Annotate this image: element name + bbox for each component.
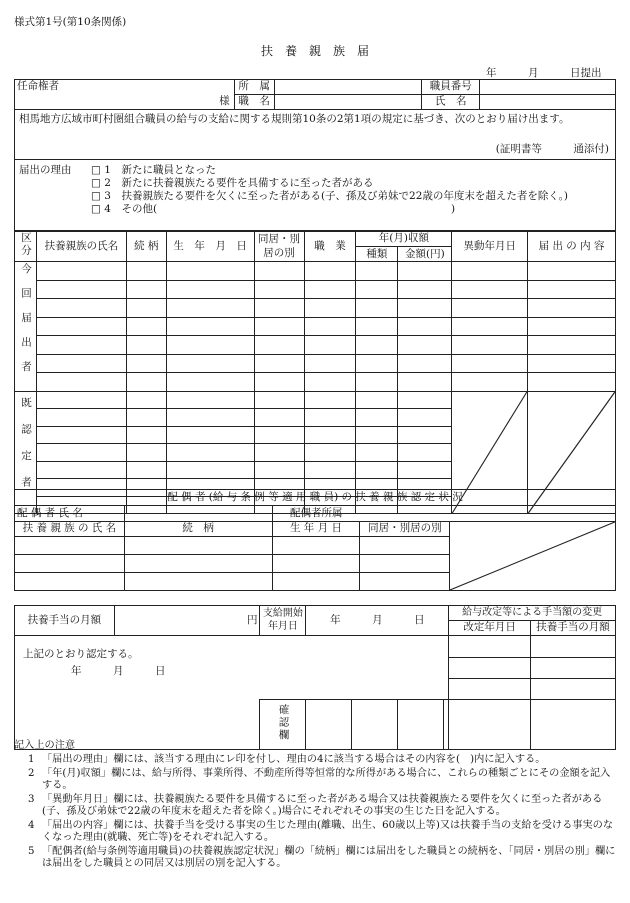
- revision-row-3-date[interactable]: [449, 679, 531, 700]
- kubun-header: 区分: [15, 232, 37, 262]
- spouse-col-live: 同居・別居の別: [360, 522, 450, 537]
- spouse-table: [14, 489, 616, 591]
- appointer-cell[interactable]: [15, 80, 235, 110]
- exist-row-1[interactable]: [36, 391, 126, 409]
- cur-row-7[interactable]: [36, 373, 126, 392]
- position-label: 職 名: [234, 95, 274, 110]
- job-col-header: 職 業: [304, 232, 356, 262]
- revision-amount-header: 扶養手当の月額: [531, 621, 616, 636]
- note-5: 5 「配偶者(給与条例等適用職員)の扶養親族認定状況」欄の「続柄」欄には届出をした職員との続柄を、「同居・別居の別」欄には届出をした職員との同居又は別居の別を記入する。: [28, 845, 616, 869]
- intro-cell: [15, 110, 616, 160]
- name-col-header: 扶養親族の氏名: [36, 232, 126, 262]
- submission-date: 年 月 日提出: [486, 67, 602, 79]
- start-label: 支給開始年月日: [260, 606, 306, 636]
- revision-row-1-date[interactable]: [449, 636, 531, 658]
- confirm-label: 確認欄: [260, 700, 306, 750]
- sama-label: 様: [219, 94, 230, 107]
- content-col-header: 届 出 の 内 容: [528, 232, 616, 262]
- spouse-col-dob: 生 年 月 日: [272, 522, 360, 537]
- notes: [14, 740, 618, 871]
- cur-row-2[interactable]: [36, 280, 126, 299]
- yen-label: 円: [246, 613, 258, 626]
- position-field[interactable]: [274, 95, 422, 110]
- dependents-table: [14, 231, 616, 514]
- change-title: 給与改定等による手当額の変更: [449, 606, 616, 621]
- certified-date[interactable]: 年 月 日: [71, 665, 166, 678]
- dept-field[interactable]: [274, 80, 422, 95]
- spouse-dept-field[interactable]: [360, 506, 616, 522]
- appointer-label: 任命権者: [17, 80, 59, 92]
- reason-option-2[interactable]: □ 2 新たに扶養親族たる要件を具備するに至った者がある: [91, 177, 374, 190]
- cur-row-1[interactable]: [36, 262, 126, 281]
- spouse-crossed: [450, 522, 616, 591]
- staff-no-label: 職員番号: [422, 80, 480, 95]
- header-table: [14, 79, 616, 231]
- exist-row-4[interactable]: [36, 444, 126, 462]
- note-2: 2 「年(月)収額」欄には、給与所得、事業所得、不動産所得等恒常的な所得がある場合に、これらの種類ごとにその金額を記入する。: [28, 767, 611, 792]
- monthly-field[interactable]: [114, 606, 260, 636]
- revision-row-2-amount[interactable]: [531, 658, 616, 679]
- note-3: 3 「異動年月日」欄には、扶養親族たる要件を具備するに至った者がある場合又は扶養親族たる要件を欠くに至った者がある(子、孫及び弟妹で22歳の年度末を超えた者を除く。)場合にそれぞれその事実の生じた日を記入する。: [28, 793, 603, 818]
- intro-text: 相馬地方広域市町村圏組合職員の給与の支給に関する規則第10条の2第1項の規定に基づき、次のとおり届け出ます。: [19, 113, 570, 125]
- spouse-col-rel: 続 柄: [124, 522, 272, 537]
- cur-row-6[interactable]: [36, 354, 126, 373]
- change-col-header: 異動年月日: [452, 232, 528, 262]
- certified-text: 上記のとおり認定する。: [23, 648, 139, 660]
- name-label: 氏 名: [422, 95, 480, 110]
- form-label: 様式第1号(第10条関係): [14, 16, 127, 28]
- reason-option-1[interactable]: □ 1 新たに職員となった: [91, 164, 216, 176]
- section-existing: 既認定者: [15, 391, 37, 514]
- cur-row-4[interactable]: [36, 317, 126, 336]
- income-type-header: 種類: [356, 247, 398, 262]
- revision-row-2-date[interactable]: [449, 658, 531, 679]
- cur-row-3[interactable]: [36, 299, 126, 318]
- note-4: 4 「届出の内容」欄には、扶養手当を受ける事実の生じた理由(離職、出生、60歳以上等)又は扶養手当の支給を受ける事実のなくなった理由(就職、死亡等)をそれぞれ記入する。: [28, 819, 614, 844]
- spouse-name-field[interactable]: [124, 506, 272, 522]
- section-current: 今回届出者: [15, 262, 37, 392]
- reason-label: 届出の理由: [19, 164, 72, 176]
- cur-row-5[interactable]: [36, 336, 126, 355]
- reason-cell: [15, 160, 616, 231]
- revision-row-3-amount[interactable]: [531, 679, 616, 700]
- spouse-name-label: 配 偶 者 氏 名: [15, 506, 125, 522]
- reason-option-4[interactable]: □ 4 その他( ): [91, 203, 456, 216]
- dob-col-header: 生 年 月 日: [166, 232, 254, 262]
- document-title: 扶 養 親 族 届: [260, 44, 369, 58]
- spouse-row-3[interactable]: [15, 573, 125, 591]
- income-col-header: 年(月)収額: [356, 232, 452, 247]
- exist-row-3[interactable]: [36, 426, 126, 444]
- start-date-field[interactable]: 年 月 日: [306, 606, 449, 636]
- spouse-row-1[interactable]: [15, 537, 125, 555]
- spouse-title: 配 偶 者 (給 与 条 例 等 適 用 職 員) の 扶 養 親 族 認 定 状 況: [15, 490, 616, 506]
- monthly-label: 扶養手当の月額: [15, 606, 115, 636]
- revision-row-1-amount[interactable]: [531, 636, 616, 658]
- spouse-col-name: 扶 養 親 族 の 氏 名: [15, 522, 125, 537]
- notes-heading: 記入上の注意: [14, 740, 76, 751]
- exist-row-5[interactable]: [36, 461, 126, 479]
- spouse-row-2[interactable]: [15, 555, 125, 573]
- revision-date-header: 改定年月日: [449, 621, 531, 636]
- reason-option-3[interactable]: □ 3 扶養親族たる要件を欠くに至った者がある(子、孫及び弟妹で22歳の年度末を超えた者を除く。): [91, 190, 569, 203]
- spouse-dept-label: 配偶者所属: [272, 506, 360, 522]
- note-1: 1 「届出の理由」欄には、該当する理由にレ印を付し、理由の4に該当する場合はその内容を( )内に記入する。: [28, 754, 546, 766]
- name-field[interactable]: [480, 95, 616, 110]
- certify-cell: [15, 636, 449, 700]
- attachment-note: (証明書等 通添付): [495, 142, 609, 155]
- income-amount-header: 金額(円): [398, 247, 452, 262]
- exist-row-2[interactable]: [36, 409, 126, 427]
- staff-no-field[interactable]: [480, 80, 616, 95]
- live-col-header: 同居・別居の別: [254, 232, 304, 262]
- allowance-table: [14, 605, 616, 750]
- rel-col-header: 続 柄: [126, 232, 166, 262]
- dept-label: 所 属: [234, 80, 274, 95]
